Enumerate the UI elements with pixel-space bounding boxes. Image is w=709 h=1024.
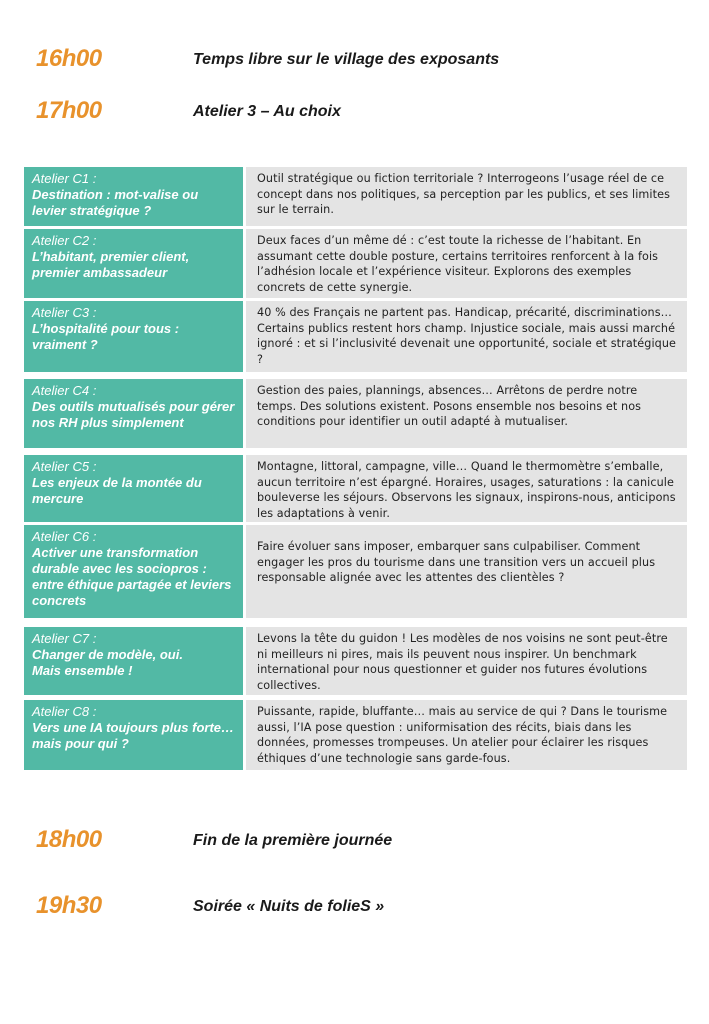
atelier-title: Des outils mutualisés pour gérer nos RH plus simplement: [32, 399, 235, 430]
atelier-description: Faire évoluer sans imposer, embarquer sans culpabiliser. Comment engager les pros du tourisme dans une transition vers un accueil plus responsable alignée avec les attentes des clientèles ?: [246, 525, 687, 618]
atelier-code: Atelier C7 :: [32, 631, 97, 646]
atelier-header: [24, 627, 243, 695]
atelier-header: [24, 229, 243, 298]
schedule-row-16h00: [0, 44, 709, 84]
atelier-description: Gestion des paies, plannings, absences… Arrêtons de perdre notre temps. Des solutions existent. Posons ensemble nos besoins et nos conditions pour identifier un outil adapté à mutualiser.: [246, 379, 687, 448]
time-label: 17h00: [36, 97, 102, 124]
atelier-title: Destination : mot-valise ou levier stratégique ?: [32, 187, 199, 218]
atelier-title: L’habitant, premier client, premier ambassadeur: [32, 249, 190, 280]
atelier-header: [24, 700, 243, 770]
schedule-row-17h00: [0, 96, 709, 136]
event-label: Atelier 3 – Au choix: [193, 103, 341, 120]
atelier-code: Atelier C2 :: [32, 233, 97, 248]
event-label: Temps libre sur le village des exposants: [193, 51, 500, 68]
atelier-c4: [24, 379, 687, 448]
atelier-header: [24, 379, 243, 448]
atelier-description: Outil stratégique ou fiction territoriale ? Interrogeons l’usage réel de ce concept dans nos politiques, sa perception par les publics, et ses limites sur le terrain.: [246, 167, 687, 226]
atelier-description: Puissante, rapide, bluffante… mais au service de qui ? Dans le tourisme aussi, l’IA pose question : uniformisation des récits, biais dans les données, promesses trompeuses. Un atelier pour éclairer les risques éthiques d’une technologie sans garde-fous.: [246, 700, 687, 770]
atelier-code: Atelier C6 :: [32, 529, 97, 544]
atelier-description: Montagne, littoral, campagne, ville… Quand le thermomètre s’emballe, aucun territoire n’est épargné. Horaires, usages, saturations : la canicule bouleverse les séjours. Observons les signaux, inspirons-nous, anticipons les adaptations à venir.: [246, 455, 687, 522]
atelier-c6: [24, 525, 687, 618]
atelier-code: Atelier C1 :: [32, 171, 97, 186]
atelier-description: Levons la tête du guidon ! Les modèles de nos voisins ne sont peut-être ni meilleurs ni pires, mais ils peuvent nous inspirer. Un benchmark international pour nous questionner et guider nos futures évolutions collectives.: [246, 627, 687, 695]
atelier-c7: [24, 627, 687, 695]
atelier-header: [24, 525, 243, 618]
atelier-header: [24, 167, 243, 226]
atelier-title: L’hospitalité pour tous : vraiment ?: [32, 321, 180, 352]
atelier-code: Atelier C5 :: [32, 459, 97, 474]
atelier-c3: [24, 301, 687, 372]
event-label: Soirée « Nuits de folieS »: [193, 898, 385, 915]
atelier-c8: [24, 700, 687, 770]
atelier-code: Atelier C8 :: [32, 704, 97, 719]
atelier-title: Les enjeux de la montée du mercure: [32, 475, 202, 506]
atelier-code: Atelier C3 :: [32, 305, 97, 320]
atelier-header: [24, 455, 243, 522]
atelier-header: [24, 301, 243, 372]
atelier-code: Atelier C4 :: [32, 383, 97, 398]
atelier-title: Activer une transformation durable avec les sociopros : entre éthique partagée et leviers concrets: [32, 545, 232, 608]
schedule-row-18h00: [0, 825, 709, 865]
time-label: 18h00: [36, 826, 102, 853]
atelier-description: 40 % des Français ne partent pas. Handicap, précarité, discriminations… Certains publics restent hors champ. Injustice sociale, mais aussi marché ignoré : et si l’inclusivité devenait une opportunité, sociale et stratégique ?: [246, 301, 687, 372]
time-label: 19h30: [36, 892, 102, 919]
time-label: 16h00: [36, 45, 102, 72]
schedule-row-19h30: [0, 891, 709, 931]
atelier-c1: [24, 167, 687, 226]
atelier-title: Vers une IA toujours plus forte… mais pour qui ?: [32, 720, 235, 751]
atelier-c2: [24, 229, 687, 298]
event-label: Fin de la première journée: [193, 832, 393, 849]
atelier-c5: [24, 455, 687, 522]
atelier-title: Changer de modèle, oui. Mais ensemble !: [32, 647, 183, 678]
atelier-description: Deux faces d’un même dé : c’est toute la richesse de l’habitant. En assumant cette double posture, certains territoires renforcent à la fois l’adhésion locale et l’expérience visiteur. Explorons des exemples concrets de cette synergie.: [246, 229, 687, 298]
